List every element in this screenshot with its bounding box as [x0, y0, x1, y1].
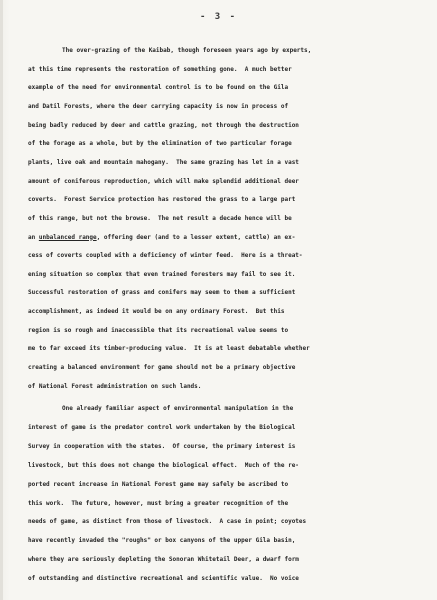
text-line: of this range, but not the browse. The net result a decade hence will be: [28, 214, 292, 222]
text-line: amount of coniferous reproduction, which will make splendid additional deer: [28, 177, 299, 185]
text-line: livestock, but this does not change the biological effect. Much of the re-: [28, 461, 299, 469]
text-line: example of the need for environmental control is to be found on the Gila: [28, 84, 289, 92]
text-line: interest of game is the predator control work undertaken by the Biological: [28, 423, 296, 431]
text-line: plants, live oak and mountain mahogany. The same grazing has let in a vast: [28, 158, 299, 166]
text-line: of outstanding and distinctive recreational and scientific value. No voice: [28, 575, 299, 583]
page-number: - 3 -: [199, 12, 238, 22]
underlined-phrase: unbalanced range: [38, 233, 97, 241]
text-line: of the forage as a whole, but by the elimination of two particular forage: [28, 140, 292, 148]
text-line: Successful restoration of grass and conifers may seem to them a sufficient: [28, 289, 296, 297]
text-line: One already familiar aspect of environmental manipulation in the: [62, 405, 294, 412]
text-line: needs of game, as distinct from those of livestock. A case in point; coyotes: [28, 518, 307, 526]
text-line: The over-grazing of the Kaibab, though foreseen years ago by experts,: [62, 47, 312, 54]
text-line: being badly reduced by deer and cattle grazing, not through the destruction: [28, 121, 299, 129]
text-line: ening situation so complex that even trained foresters may fail to see it.: [28, 270, 296, 278]
text-line: at this time represents the restoration of something gone. A much better: [28, 65, 292, 73]
text-line: cess of coverts coupled with a deficiency of winter feed. Here is a threat-: [28, 252, 303, 260]
page-binding-edge: [0, 0, 3, 600]
text-line: have recently invaded the "roughs" or box canyons of the upper Gila basin,: [28, 537, 296, 545]
text-line: where they are seriously depleting the Sonoran Whitetail Deer, a dwarf form: [28, 556, 299, 564]
text-line: and Datil Forests, where the deer carrying capacity is now in process of: [28, 102, 289, 110]
text-line: Survey in cooperation with the states. Of course, the primary interest is: [28, 442, 296, 450]
text-line: of National Forest administration on such lands.: [28, 382, 202, 390]
text-line: this work. The future, however, must bring a greater recognition of the: [28, 499, 289, 507]
text-line: creating a balanced environment for game should not be a primary objective: [28, 364, 296, 372]
text-line: me to far exceed its timber-producing value. It is at least debatable whether: [28, 345, 310, 353]
text-line: accomplishment, as indeed it would be on any ordinary Forest. But this: [28, 308, 285, 316]
text-line: ported recent increase in National Forest game may safely be ascribed to: [28, 480, 289, 488]
text-line: an unbalanced range, offering deer (and to a lesser extent, cattle) an ex-: [28, 233, 296, 241]
text-line: coverts. Forest Service protection has restored the grass to a large part: [28, 196, 296, 204]
text-line: region is so rough and inaccessible that its recreational value seems to: [28, 326, 289, 334]
